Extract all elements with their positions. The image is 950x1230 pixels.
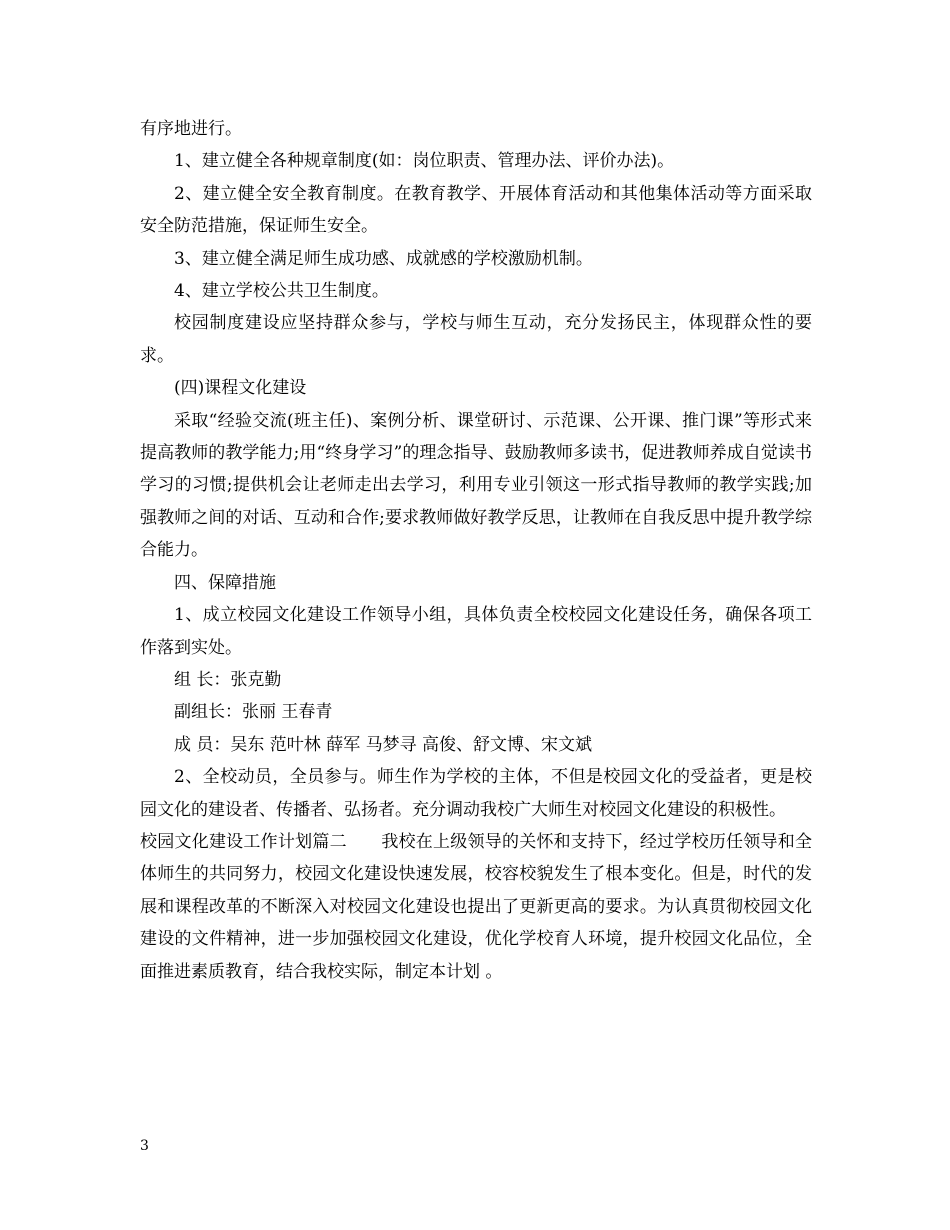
paragraph: 1、建立健全各种规章制度(如：岗位职责、管理办法、评价办法)。: [174, 151, 675, 172]
paragraph: 3、建立健全满足师生成功感、成就感的学校激励机制。: [174, 248, 593, 269]
members-line: 成 员：吴东 范叶林 薛军 马梦寻 高俊、舒文博、宋文斌: [174, 734, 593, 755]
paragraph: 2、建立健全安全教育制度。在教育教学、开展体育活动和其他集体活动等方面采取安全防范措施，保证师生安全。: [140, 183, 812, 237]
paragraph: 有序地进行。: [140, 119, 242, 139]
section-heading: (四)课程文化建设: [174, 378, 307, 399]
document-body: [140, 113, 812, 988]
paragraph: 校园文化建设工作计划篇二 我校在上级领导的关怀和支持下，经过学校历任领导和全体师生的共同努力，校园文化建设快速发展，校容校貌发生了根本变化。但是，时代的发展和课程改革的不断深入对校园文化建设也提出了更新更高的要求。为认真贯彻校园文化建设的文件精神，进一步加强校园文化建设，优化学校育人环境，提升校园文化品位，全面推进素质教育，结合我校实际，制定本计划 。: [140, 831, 812, 982]
paragraph: 采取“经验交流(班主任)、案例分析、课堂研讨、示范课、公开课、推门课”等形式来提高教师的教学能力;用“终身学习”的理念指导、鼓励教师多读书，促进教师养成自觉读书学习的习惯;提供机会让老师走出去学习，利用专业引领这一形式指导教师的教学实践;加强教师之间的对话、互动和合作;要求教师做好教学反思，让教师在自我反思中提升教学综合能力。: [140, 410, 812, 561]
section-heading: 四、保障措施: [174, 572, 276, 593]
page-number: 3: [140, 1138, 149, 1154]
paragraph: 1、成立校园文化建设工作领导小组，具体负责全校校园文化建设任务，确保各项工作落到实处。: [140, 605, 812, 658]
group-leader-line: 组 长：张克勤: [174, 669, 282, 690]
paragraph: 2、全校动员，全员参与。师生作为学校的主体，不但是校园文化的受益者，更是校园文化的建设者、传播者、弘扬者。充分调动我校广大师生对校园文化建设的积极性。: [140, 767, 812, 820]
deputy-leader-line: 副组长：张丽 王春青: [174, 702, 333, 723]
paragraph: 4、建立学校公共卫生制度。: [174, 281, 389, 302]
paragraph: 校园制度建设应坚持群众参与，学校与师生互动，充分发扬民主，体现群众性的要求。: [140, 313, 812, 366]
